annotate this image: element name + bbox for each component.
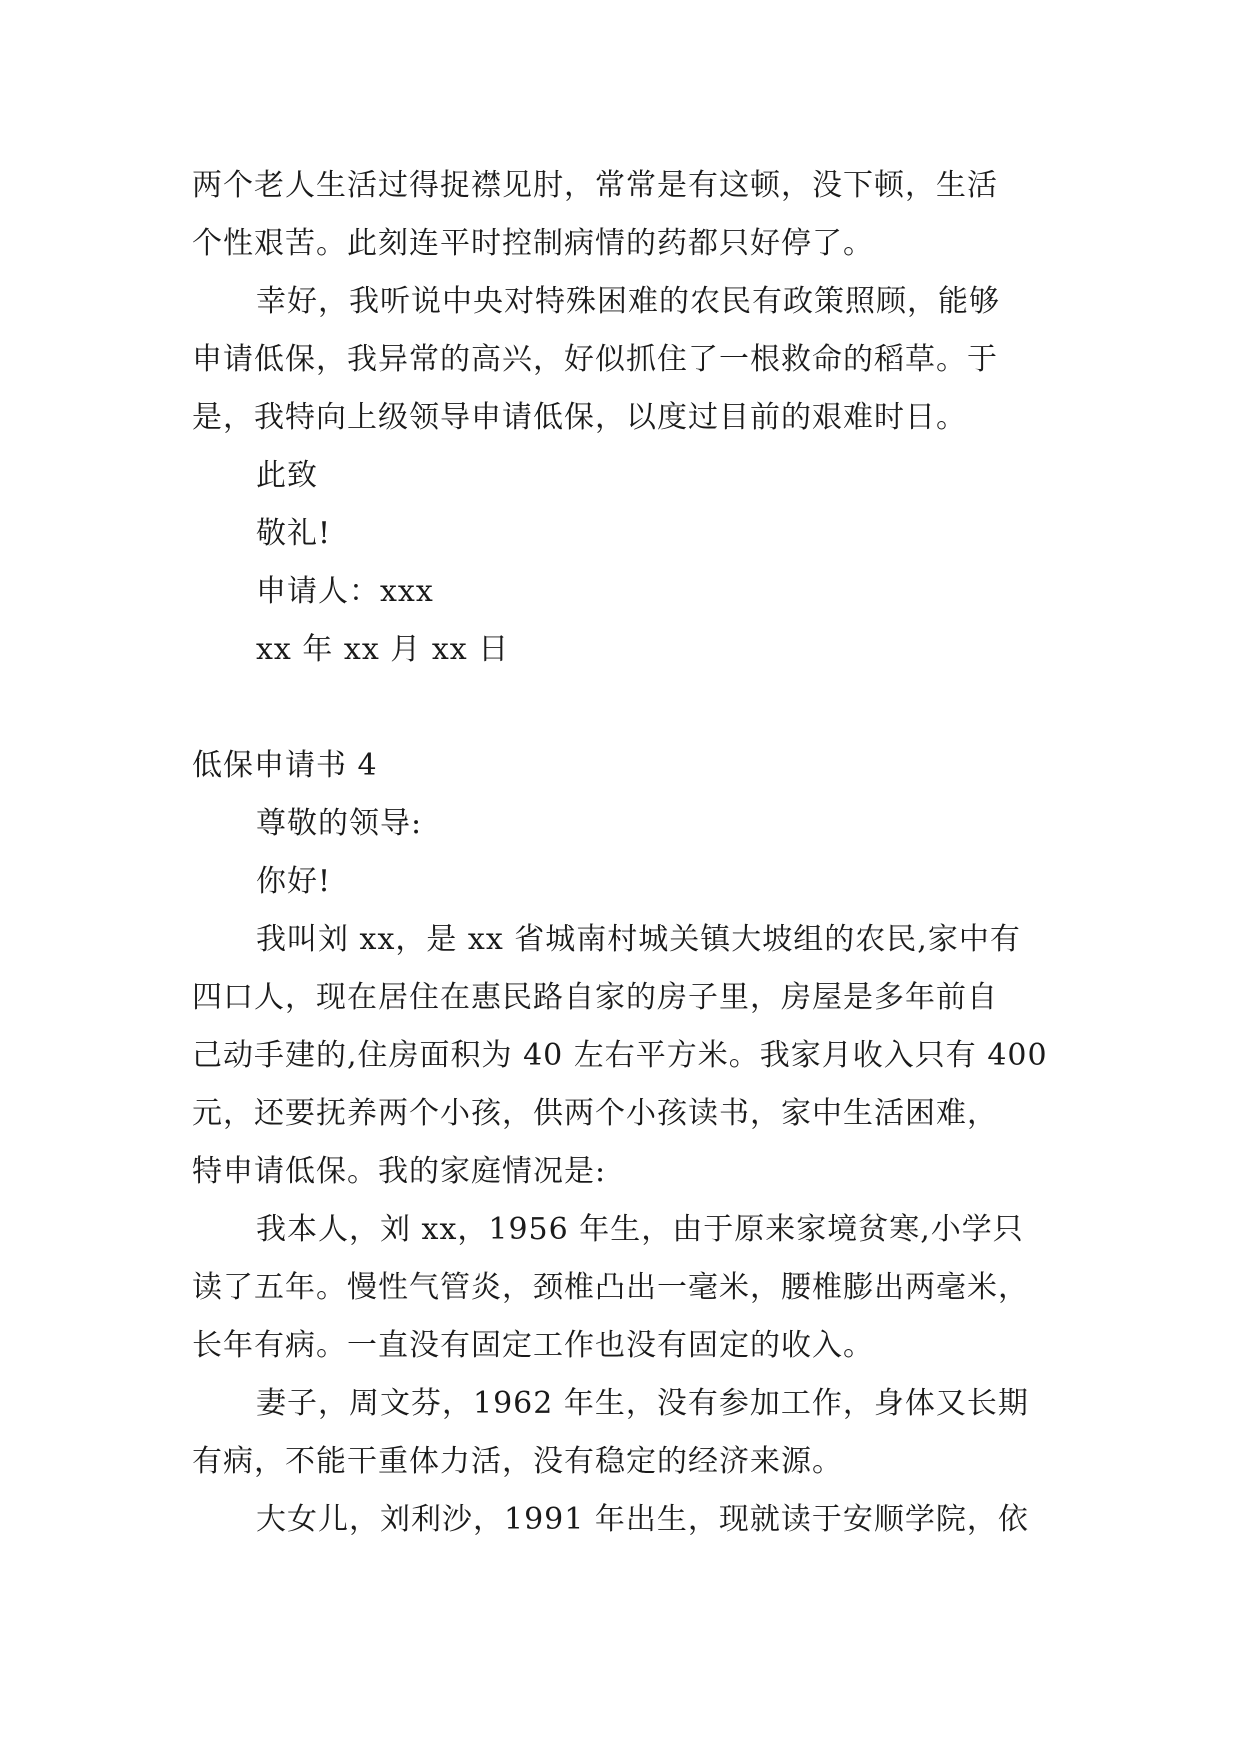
- applicant-signature: 申请人：xxx: [256, 574, 434, 609]
- paragraph-line: 元，还要抚养两个小孩，供两个小孩读书，家中生活困难，: [192, 1096, 998, 1131]
- paragraph-line: 大女儿，刘利沙，1991 年出生，现就读于安顺学院，依: [256, 1502, 1029, 1537]
- section-title: 低保申请书 4: [192, 748, 378, 783]
- paragraph-line: 幸好，我听说中央对特殊困难的农民有政策照顾，能够: [256, 284, 1000, 319]
- greeting-hello: 你好!: [256, 864, 332, 899]
- closing-regards: 敬礼!: [256, 516, 332, 551]
- paragraph-line: 申请低保，我异常的高兴，好似抓住了一根救命的稻草。于: [192, 342, 998, 377]
- paragraph-line: 两个老人生活过得捉襟见肘，常常是有这顿，没下顿，生活: [192, 168, 998, 203]
- paragraph-line: 是，我特向上级领导申请低保，以度过目前的艰难时日。: [192, 400, 967, 435]
- paragraph-line: 妻子，周文芬，1962 年生，没有参加工作，身体又长期: [256, 1386, 1029, 1421]
- paragraph-line: 特申请低保。我的家庭情况是:: [192, 1154, 607, 1189]
- paragraph-line: 读了五年。慢性气管炎，颈椎凸出一毫米，腰椎膨出两毫米，: [192, 1270, 1029, 1305]
- paragraph-line: 长年有病。一直没有固定工作也没有固定的收入。: [192, 1328, 874, 1363]
- paragraph-line: 有病，不能干重体力活，没有稳定的经济来源。: [192, 1444, 843, 1479]
- paragraph-line: 己动手建的,住房面积为 40 左右平方米。我家月收入只有 400: [192, 1038, 1048, 1073]
- closing-salutation: 此致: [256, 458, 318, 493]
- paragraph-line: 我叫刘 xx，是 xx 省城南村城关镇大坡组的农民,家中有: [256, 922, 1021, 957]
- paragraph-line: 四口人，现在居住在惠民路自家的房子里，房屋是多年前自: [192, 980, 998, 1015]
- greeting-recipient: 尊敬的领导:: [256, 806, 423, 841]
- paragraph-line: 个性艰苦。此刻连平时控制病情的药都只好停了。: [192, 226, 874, 261]
- letter-date: xx 年 xx 月 xx 日: [256, 632, 510, 667]
- paragraph-line: 我本人，刘 xx，1956 年生，由于原来家境贫寒,小学只: [256, 1212, 1024, 1247]
